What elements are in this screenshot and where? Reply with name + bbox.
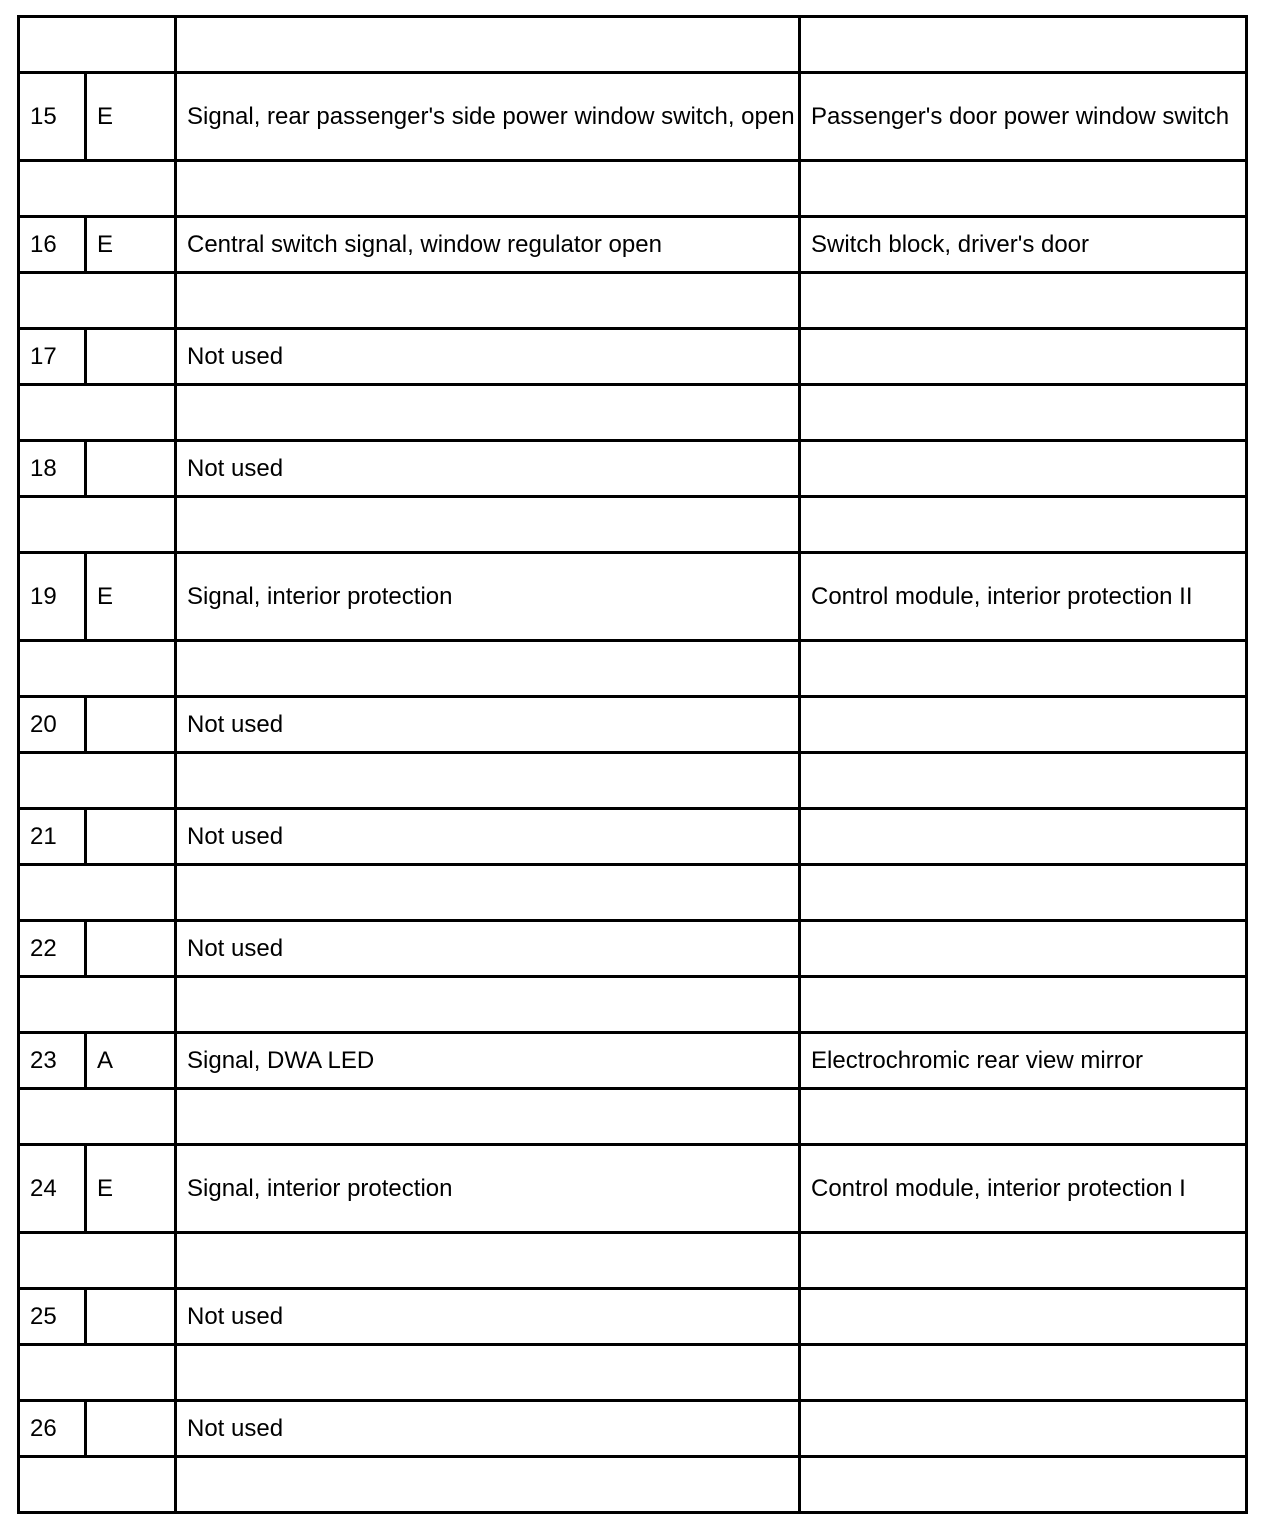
empty-cell [19,497,176,553]
table-body [19,17,1247,1513]
empty-cell [176,497,800,553]
empty-cell [176,1457,800,1513]
table-row [19,217,1247,273]
description-cell: Signal, interior protection [176,553,800,641]
empty-cell [19,273,176,329]
spacer-row [19,641,1247,697]
empty-cell [176,977,800,1033]
spacer-row [19,273,1247,329]
table-row [19,441,1247,497]
pin-cell: 25 [19,1289,86,1345]
table-row [19,1289,1247,1345]
empty-cell [800,753,1247,809]
spacer-row [19,1089,1247,1145]
empty-cell [19,753,176,809]
signal-type-cell [86,697,176,753]
spacer-row [19,1345,1247,1401]
empty-cell [176,385,800,441]
signal-type-cell [86,1289,176,1345]
empty-cell [19,385,176,441]
component-cell [800,329,1247,385]
table-row [19,697,1247,753]
component-cell [800,809,1247,865]
empty-cell [800,385,1247,441]
description-cell: Not used [176,441,800,497]
description-cell: Signal, DWA LED [176,1033,800,1089]
description-cell: Not used [176,697,800,753]
empty-cell [176,641,800,697]
empty-cell [176,865,800,921]
empty-cell [800,1233,1247,1289]
empty-cell [800,865,1247,921]
empty-cell [19,161,176,217]
empty-cell [19,17,176,73]
pin-assignment-table [17,15,1248,1514]
signal-type-cell [86,921,176,977]
empty-cell [800,497,1247,553]
pin-cell: 15 [19,73,86,161]
description-cell: Not used [176,329,800,385]
component-cell: Passenger's door power window switch [800,73,1247,161]
component-cell [800,1289,1247,1345]
component-cell [800,697,1247,753]
spacer-row [19,497,1247,553]
pin-cell: 24 [19,1145,86,1233]
signal-type-cell: E [86,1145,176,1233]
table-row [19,809,1247,865]
spacer-row [19,17,1247,73]
pin-cell: 21 [19,809,86,865]
signal-type-cell [86,329,176,385]
table-row [19,329,1247,385]
empty-cell [800,1345,1247,1401]
spacer-row [19,1233,1247,1289]
component-cell [800,921,1247,977]
empty-cell [176,753,800,809]
signal-type-cell [86,809,176,865]
component-cell: Switch block, driver's door [800,217,1247,273]
description-cell: Not used [176,1289,800,1345]
table-row [19,921,1247,977]
spacer-row [19,865,1247,921]
pin-cell: 22 [19,921,86,977]
spacer-row [19,977,1247,1033]
empty-cell [176,1089,800,1145]
component-cell: Control module, interior protection I [800,1145,1247,1233]
spacer-row [19,753,1247,809]
empty-cell [800,17,1247,73]
table-row [19,73,1247,161]
empty-cell [19,1457,176,1513]
pin-cell: 17 [19,329,86,385]
description-cell: Not used [176,809,800,865]
empty-cell [19,865,176,921]
signal-type-cell: E [86,217,176,273]
description-cell: Signal, rear passenger's side power window switch, open [176,73,800,161]
spacer-row [19,161,1247,217]
empty-cell [800,641,1247,697]
empty-cell [800,273,1247,329]
description-cell: Central switch signal, window regulator open [176,217,800,273]
component-cell: Electrochromic rear view mirror [800,1033,1247,1089]
empty-cell [176,17,800,73]
empty-cell [800,161,1247,217]
empty-cell [19,1345,176,1401]
pin-cell: 19 [19,553,86,641]
description-cell: Not used [176,1401,800,1457]
empty-cell [176,1345,800,1401]
spacer-row [19,385,1247,441]
signal-type-cell [86,1401,176,1457]
pin-cell: 26 [19,1401,86,1457]
signal-type-cell: E [86,553,176,641]
empty-cell [800,1457,1247,1513]
spacer-row [19,1457,1247,1513]
signal-type-cell: A [86,1033,176,1089]
pin-cell: 20 [19,697,86,753]
empty-cell [176,1233,800,1289]
signal-type-cell [86,441,176,497]
empty-cell [19,1089,176,1145]
component-cell [800,441,1247,497]
table-row [19,1401,1247,1457]
signal-type-cell: E [86,73,176,161]
empty-cell [19,641,176,697]
pin-cell: 16 [19,217,86,273]
component-cell [800,1401,1247,1457]
table-row [19,1033,1247,1089]
description-cell: Signal, interior protection [176,1145,800,1233]
component-cell: Control module, interior protection II [800,553,1247,641]
empty-cell [19,1233,176,1289]
empty-cell [19,977,176,1033]
empty-cell [800,977,1247,1033]
empty-cell [176,161,800,217]
description-cell: Not used [176,921,800,977]
pin-cell: 18 [19,441,86,497]
empty-cell [800,1089,1247,1145]
table-row [19,1145,1247,1233]
table-row [19,553,1247,641]
pin-cell: 23 [19,1033,86,1089]
empty-cell [176,273,800,329]
